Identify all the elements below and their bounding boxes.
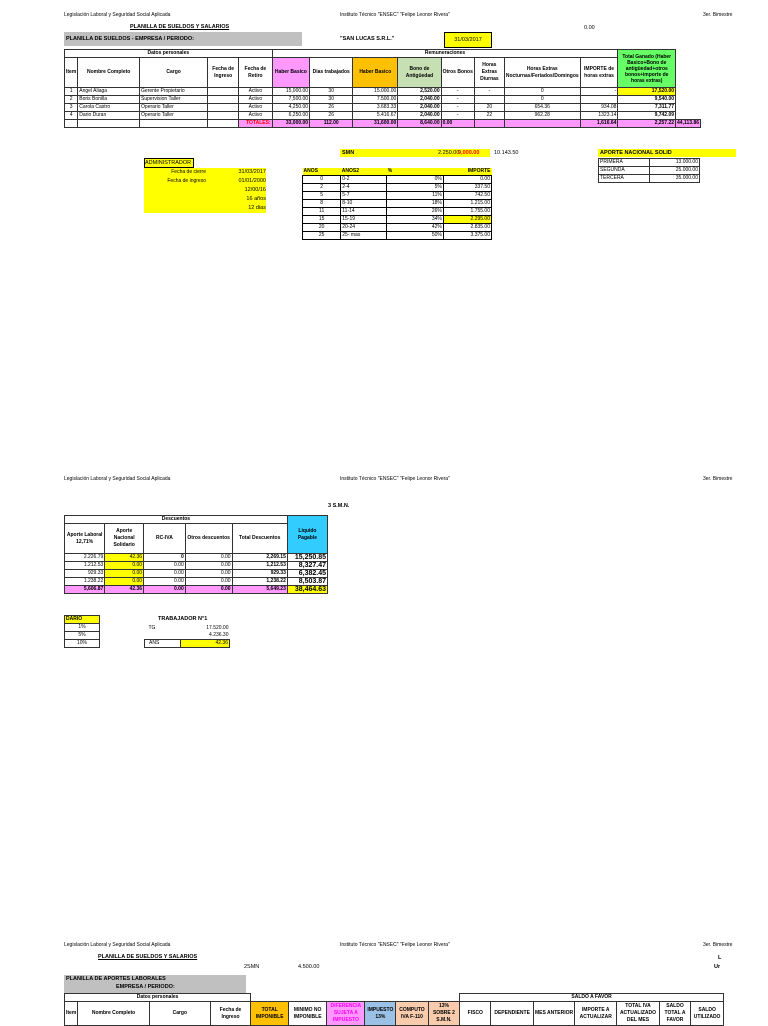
- table-cell: 929.33: [65, 570, 105, 578]
- antig-row: [303, 176, 492, 184]
- period-date: 31/03/2017: [444, 32, 492, 48]
- solidario-row: [65, 632, 100, 640]
- table-cell: Gerente Propietario: [140, 88, 208, 96]
- table-cell: 1.238.22: [65, 578, 105, 586]
- totals-cell: 8,640.00: [398, 120, 441, 128]
- aporte-level: PRIMERA: [599, 159, 650, 167]
- antig-row: [303, 224, 492, 232]
- admin-row: [144, 168, 266, 177]
- col-liquido: Liquido Pagable: [287, 516, 327, 554]
- totals-cell: 1,616.64: [580, 120, 618, 128]
- antig-cell: 2.835.00: [443, 224, 491, 232]
- admin-key: Fecha de ingreso: [167, 178, 206, 184]
- col3-diferencia: DIFERENCIA SUJETA A IMPUESTO: [327, 1002, 365, 1026]
- solidario-pct: 10%: [65, 640, 100, 648]
- table-cell: 0.00: [105, 578, 144, 586]
- aporte-title: APORTE NACIONAL SOLID: [598, 149, 736, 157]
- admin-value: 12 dias: [248, 205, 266, 211]
- table-cell: 0.00: [144, 578, 186, 586]
- table-cell: 934.08: [580, 104, 618, 112]
- table-cell: [65, 120, 78, 128]
- antig-cell: 25: [303, 232, 341, 240]
- table-cell: 6,250.00: [272, 112, 309, 120]
- trabajador-table: [144, 625, 230, 648]
- table-cell: [208, 96, 239, 104]
- antig-cell: 11-14: [341, 208, 387, 216]
- smn2-value: 4.500.00: [298, 964, 320, 970]
- table-cell: [208, 112, 239, 120]
- admin-row: [144, 186, 266, 195]
- col-fecha-ingreso: Fecha de Ingreso: [208, 58, 239, 88]
- table-row: [65, 104, 701, 112]
- antig-cell: 337.50: [443, 184, 491, 192]
- totals-cell: 5,606.87: [65, 586, 105, 594]
- totals-cell: 0.00: [185, 586, 232, 594]
- table-cell: 30: [310, 88, 353, 96]
- col3-impuesto: IMPUESTO 13%: [365, 1002, 396, 1026]
- totals-cell: 42.36: [105, 586, 144, 594]
- totals-cell: 0.00: [144, 586, 186, 594]
- antig-col-anos: AÑOS: [303, 168, 341, 176]
- admin-row: [144, 195, 266, 204]
- table-cell: 1,212.53: [232, 562, 287, 570]
- col3-computo: COMPUTO IVA F-110: [396, 1002, 428, 1026]
- col3-total-imponible: TOTAL IMPONIBLE: [251, 1002, 289, 1026]
- table-cell: 1: [65, 88, 78, 96]
- table-cell: -: [441, 112, 474, 120]
- group-personal-3: Datos personales: [65, 994, 251, 1002]
- col-fecha-retiro: Fecha de Retiro: [239, 58, 272, 88]
- totals-cell: 31,600.00: [353, 120, 398, 128]
- col-aporte-solidario: Aporte Nacional Solidario: [105, 524, 144, 554]
- doc-header-left-3: Legislación Laboral y Seguridad Social Aplicada: [64, 942, 171, 948]
- company-label: PLANILLA DE SUELDOS - EMPRESA / PERIODO:: [64, 32, 302, 46]
- smn-label: SMN: [342, 150, 355, 156]
- right-mark-2: Ur: [714, 964, 721, 970]
- table-cell: 26: [310, 104, 353, 112]
- aporte-level: SEGUNDA: [599, 167, 650, 175]
- antig-row: [303, 208, 492, 216]
- totals-cell: 112.00: [310, 120, 353, 128]
- company-name: "SAN LUCAS S.R.L.": [340, 36, 395, 42]
- group-saldo: SALDO A FAVOR: [460, 994, 724, 1002]
- table-cell: 929.33: [232, 570, 287, 578]
- totals-cell: 38,464.63: [287, 586, 327, 594]
- col-haber-basico: Haber Basico: [272, 58, 309, 88]
- col-dias: Dias trabajados: [310, 58, 353, 88]
- table-cell: 30: [310, 96, 353, 104]
- totals-cell: TOTALES:: [239, 120, 272, 128]
- table-cell: 15,000.00: [272, 88, 309, 96]
- doc-header-left-2: Legislación Laboral y Seguridad Social Aplicada: [64, 476, 171, 482]
- col3-cargo: Cargo: [149, 1002, 210, 1026]
- aportes-label-2: EMPRESA / PERIODO:: [116, 984, 175, 990]
- table-cell: 4,250.00: [272, 104, 309, 112]
- table-cell: 20: [474, 104, 504, 112]
- antig-col-importe: IMPORTE: [443, 168, 491, 176]
- table-row: [65, 562, 328, 570]
- col-he-diurnas: Horas Extras Diurnas: [474, 58, 504, 88]
- table-cell: 2,040.00: [398, 112, 441, 120]
- table-cell: 15,250.85: [287, 554, 327, 562]
- col-otros-desc: Otros descuentos: [185, 524, 232, 554]
- solidario-row: [65, 624, 100, 632]
- doc-header-left: Legislación Laboral y Seguridad Social Aplicada: [64, 12, 171, 18]
- col3-item: Item: [65, 1002, 78, 1026]
- table-cell: [208, 88, 239, 96]
- table-cell: 4: [65, 112, 78, 120]
- antig-cell: 11%: [387, 192, 444, 200]
- antig-cell: 2-4: [341, 184, 387, 192]
- totals-row: [65, 120, 701, 128]
- table-cell: [208, 104, 239, 112]
- col-aporte-laboral: Aporte Laboral 12,71%: [65, 524, 105, 554]
- payroll-table: [64, 49, 701, 128]
- aportes-table: [64, 993, 724, 1026]
- table-cell: 26: [310, 112, 353, 120]
- totals-cell: 44,113.86: [677, 120, 699, 126]
- aportes-company-label: [64, 975, 246, 993]
- antig-cell: 0-2: [341, 176, 387, 184]
- table-cell: Operario Taller: [140, 112, 208, 120]
- table-cell: 7.500.00: [353, 96, 398, 104]
- table-cell: [208, 120, 239, 128]
- col3-13pct: 13% SOBRE 2 S.M.N.: [428, 1002, 460, 1026]
- table-cell: 1323.14: [580, 112, 618, 120]
- table-row: [65, 554, 328, 562]
- table-cell: 17,520.00: [618, 88, 676, 96]
- table-cell: 1,238.22: [232, 578, 287, 586]
- table-cell: 6,382.45: [287, 570, 327, 578]
- col-haber-basico-2: Haber Basico: [353, 58, 398, 88]
- admin-value: 31/03/2017: [238, 169, 266, 175]
- table-cell: 0.00: [185, 578, 232, 586]
- trabajador-row: [145, 640, 230, 648]
- table-cell: Supervision Taller: [140, 96, 208, 104]
- table-cell: 962.28: [504, 112, 580, 120]
- table-cell: [140, 120, 208, 128]
- aporte-row: [599, 167, 700, 175]
- col3-fisco: FISCO: [460, 1002, 491, 1026]
- antig-col-pct: %: [387, 168, 444, 176]
- antig-cell: 1.755.00: [443, 208, 491, 216]
- table-cell: Activo: [239, 112, 272, 120]
- antig-cell: 18%: [387, 200, 444, 208]
- trabajador-key: [145, 632, 181, 640]
- doc-header-right: 3er. Bimestre: [703, 12, 733, 18]
- totals-row: [65, 586, 328, 594]
- table-cell: [78, 120, 140, 128]
- admin-label: ADMINISTRADOR: [144, 158, 194, 168]
- col3-dependiente: DEPENDIENTE: [491, 1002, 533, 1026]
- col-total-ganado: Total Ganado (Haber Basico+Bono de antigüedad+otros bonos+importe de horas extras): [618, 50, 676, 88]
- table-cell: 2,269.15: [232, 554, 287, 562]
- antig-row: [303, 192, 492, 200]
- admin-row: [144, 204, 266, 213]
- admin-key: [144, 195, 210, 204]
- antig-cell: 0.00: [443, 176, 491, 184]
- col-he-nocturnas: Horas Extras Nocturnas/Feriados/Domingos: [504, 58, 580, 88]
- col-total-desc: Total Descuentos: [232, 524, 287, 554]
- totals-cell: 33,000.00: [272, 120, 309, 128]
- admin-key: [144, 186, 210, 195]
- table-cell: 1.212.53: [65, 562, 105, 570]
- table-cell: [580, 96, 618, 104]
- table-row: [65, 96, 701, 104]
- group-descuentos: Descuentos: [65, 516, 288, 524]
- col-cargo: Cargo: [140, 58, 208, 88]
- table-cell: 2,040.00: [398, 96, 441, 104]
- col3-minimo: MINIMO NO IMPONIBLE: [289, 1002, 327, 1026]
- table-cell: 7,500.00: [272, 96, 309, 104]
- table-cell: Activo: [239, 88, 272, 96]
- table-cell: Activo: [239, 104, 272, 112]
- aporte-row: [599, 175, 700, 183]
- totals-cell: 5,649.23: [232, 586, 287, 594]
- aporte-value: 35.000.00: [650, 175, 700, 183]
- solidario-row: [65, 640, 100, 648]
- antig-row: [303, 200, 492, 208]
- aporte-row: [599, 159, 700, 167]
- table-cell: 0.00: [144, 562, 186, 570]
- totals-cell: [474, 120, 504, 128]
- doc-header-center-3: Instituto Técnico "ENSEC" "Felipe Leonor Rivera": [340, 942, 450, 948]
- table-cell: 0.00: [144, 570, 186, 578]
- table-cell: [474, 96, 504, 104]
- trabajador-key: ANS: [145, 640, 181, 648]
- solidario-label: DARIO: [65, 616, 100, 624]
- antig-cell: 15: [303, 216, 341, 224]
- table-cell: 2,040.00: [398, 104, 441, 112]
- col-importe-he: IMPORTE de horas extras: [580, 58, 618, 88]
- table-cell: 0.00: [105, 562, 144, 570]
- antig-cell: 0: [303, 176, 341, 184]
- col-otros-bonos: Otros Bonos: [441, 58, 474, 88]
- aporte-table: [598, 158, 700, 183]
- table-cell: Boris Bonilla: [78, 96, 140, 104]
- antig-cell: 34%: [387, 216, 444, 224]
- table-cell: 5.416.67: [353, 112, 398, 120]
- antig-cell: 5: [303, 192, 341, 200]
- aporte-value: 25.000.00: [650, 167, 700, 175]
- group-personal: Datos personales: [65, 50, 273, 58]
- antig-cell: 50%: [387, 232, 444, 240]
- col3-saldo-utilizado: SALDO UTILIZADO: [691, 1002, 724, 1026]
- antig-cell: 3.375.00: [443, 232, 491, 240]
- totals-cell: 0.00: [441, 120, 474, 128]
- table-cell: -: [441, 88, 474, 96]
- table-row: [65, 578, 328, 586]
- smn-row: [340, 149, 490, 157]
- antig-cell: 742.50: [443, 192, 491, 200]
- admin-value: 16 años: [246, 196, 266, 202]
- antig-cell: 2.295.00: [443, 216, 491, 224]
- antiguedad-table: [302, 168, 492, 240]
- smn2-label: 2SMN: [244, 964, 260, 970]
- table-cell: Operario Taller: [140, 104, 208, 112]
- antig-cell: 5%: [387, 184, 444, 192]
- col-item: Item: [65, 58, 78, 88]
- table-cell: -: [441, 96, 474, 104]
- trabajador-title: TRABAJADOR N°1: [158, 616, 208, 622]
- col3-total-iva: TOTAL IVA ACTUALIZADO DEL MES: [617, 1002, 660, 1026]
- antig-cell: 5-7: [341, 192, 387, 200]
- table-cell: 8,327.47: [287, 562, 327, 570]
- aporte-value: 13.000.00: [650, 159, 700, 167]
- table-cell: 2: [65, 96, 78, 104]
- col3-saldo-total: SALDO TOTAL A FAVOR: [659, 1002, 690, 1026]
- antig-cell: 0%: [387, 176, 444, 184]
- admin-row: [144, 177, 266, 186]
- table-cell: 9,540.00: [618, 96, 676, 104]
- group-rem: Remuneraciones: [272, 50, 618, 58]
- table-row: [65, 112, 701, 120]
- antig-row: [303, 216, 492, 224]
- table-cell: 9,742.09: [618, 112, 676, 120]
- antig-row: [303, 232, 492, 240]
- table-cell: 22: [474, 112, 504, 120]
- table-cell: 0: [504, 88, 580, 96]
- table-cell: 0.00: [185, 562, 232, 570]
- table-cell: Activo: [239, 96, 272, 104]
- planilla-title-3: PLANILLA DE SUELDOS Y SALARIOS: [98, 954, 198, 960]
- admin-value: 01/01/2000: [238, 178, 266, 184]
- col-rc-iva: RC-IVA: [144, 524, 186, 554]
- smn-value-1: 2.250.00: [438, 150, 460, 156]
- doc-header-center-2: Instituto Técnico "ENSEC" "Felipe Leonor Rivera": [340, 476, 450, 482]
- table-cell: 0.00: [105, 570, 144, 578]
- planilla-title: PLANILLA DE SUELDOS Y SALARIOS: [130, 24, 230, 30]
- trabajador-value: 17.520.00: [206, 625, 229, 631]
- totals-cell: [504, 120, 580, 128]
- table-row: [65, 570, 328, 578]
- smn-value-3: 10.143.50: [494, 150, 519, 156]
- admin-block: [144, 158, 266, 213]
- col3-importe-act: IMPORTE A ACTUALIZAR: [575, 1002, 617, 1026]
- antig-cell: 8: [303, 200, 341, 208]
- table-cell: 2,520.00: [398, 88, 441, 96]
- table-cell: 2.226.79: [65, 554, 105, 562]
- trabajador-value: 4.236.30: [209, 632, 229, 638]
- table-cell: 3.683.33: [353, 104, 398, 112]
- col-nombre: Nombre Completo: [78, 58, 140, 88]
- col-bono-antig: Bono de Antigüedad: [398, 58, 441, 88]
- descuentos-table: [64, 515, 328, 594]
- antig-cell: 11: [303, 208, 341, 216]
- admin-key: Fecha de cierre: [171, 169, 206, 175]
- antig-cell: 25- mas: [341, 232, 387, 240]
- table-cell: 15.000.00: [353, 88, 398, 96]
- doc-header-center: Instituto Técnico "ENSEC" "Felipe Leonor Rivera": [340, 12, 450, 18]
- table-cell: 0: [144, 554, 186, 562]
- solidario-table: [64, 615, 100, 648]
- table-cell: -: [580, 88, 618, 96]
- smn-note: 3 S.M.N.: [328, 503, 350, 509]
- antig-cell: 1.215.00: [443, 200, 491, 208]
- table-cell: Dario Duran: [78, 112, 140, 120]
- trabajador-value: 42.36: [181, 640, 230, 648]
- trabajador-row: [145, 625, 230, 632]
- antig-cell: 20: [303, 224, 341, 232]
- admin-key: [144, 204, 210, 213]
- aportes-label-1: PLANILLA DE APORTES LABORALES: [66, 976, 166, 982]
- solidario-pct: 1%: [65, 624, 100, 632]
- table-cell: 42.36: [105, 554, 144, 562]
- antig-cell: 15-19: [341, 216, 387, 224]
- antig-cell: 26%: [387, 208, 444, 216]
- table-cell: Carola Castro: [78, 104, 140, 112]
- doc-header-right-3: 3er. Bimestre: [703, 942, 733, 948]
- col3-fecha: Fecha de Ingreso: [210, 1002, 250, 1026]
- admin-value: 12/00/16: [244, 187, 266, 193]
- table-cell: 0.00: [185, 554, 232, 562]
- antig-cell: 20-24: [341, 224, 387, 232]
- table-cell: 0.00: [185, 570, 232, 578]
- table-cell: 0: [504, 96, 580, 104]
- table-row: [65, 88, 701, 96]
- antig-cell: 42%: [387, 224, 444, 232]
- totals-cell: 2,257.22: [618, 120, 676, 128]
- solidario-pct: 5%: [65, 632, 100, 640]
- col3-mes-anterior: MES ANTERIOR: [533, 1002, 574, 1026]
- table-cell: Angel Aliaga: [78, 88, 140, 96]
- antig-cell: 2: [303, 184, 341, 192]
- smn-value-2: 9,000.00: [458, 150, 480, 156]
- doc-header-right-2: 3er. Bimestre: [703, 476, 733, 482]
- trabajador-key: TG: [148, 625, 156, 631]
- table-cell: 8,503.87: [287, 578, 327, 586]
- trabajador-row: [145, 632, 230, 640]
- antig-col-anos2: AÑOS2: [341, 168, 387, 176]
- aporte-level: TERCERA: [599, 175, 650, 183]
- top-value: 0.00: [584, 25, 595, 31]
- col3-nombre: Nombre Completo: [78, 1002, 150, 1026]
- table-cell: 3: [65, 104, 78, 112]
- table-cell: 7,311.77: [618, 104, 676, 112]
- table-cell: 654.36: [504, 104, 580, 112]
- antig-row: [303, 184, 492, 192]
- antig-cell: 8-10: [341, 200, 387, 208]
- table-cell: -: [441, 104, 474, 112]
- right-mark-1: L: [718, 955, 722, 961]
- table-cell: -: [474, 88, 504, 96]
